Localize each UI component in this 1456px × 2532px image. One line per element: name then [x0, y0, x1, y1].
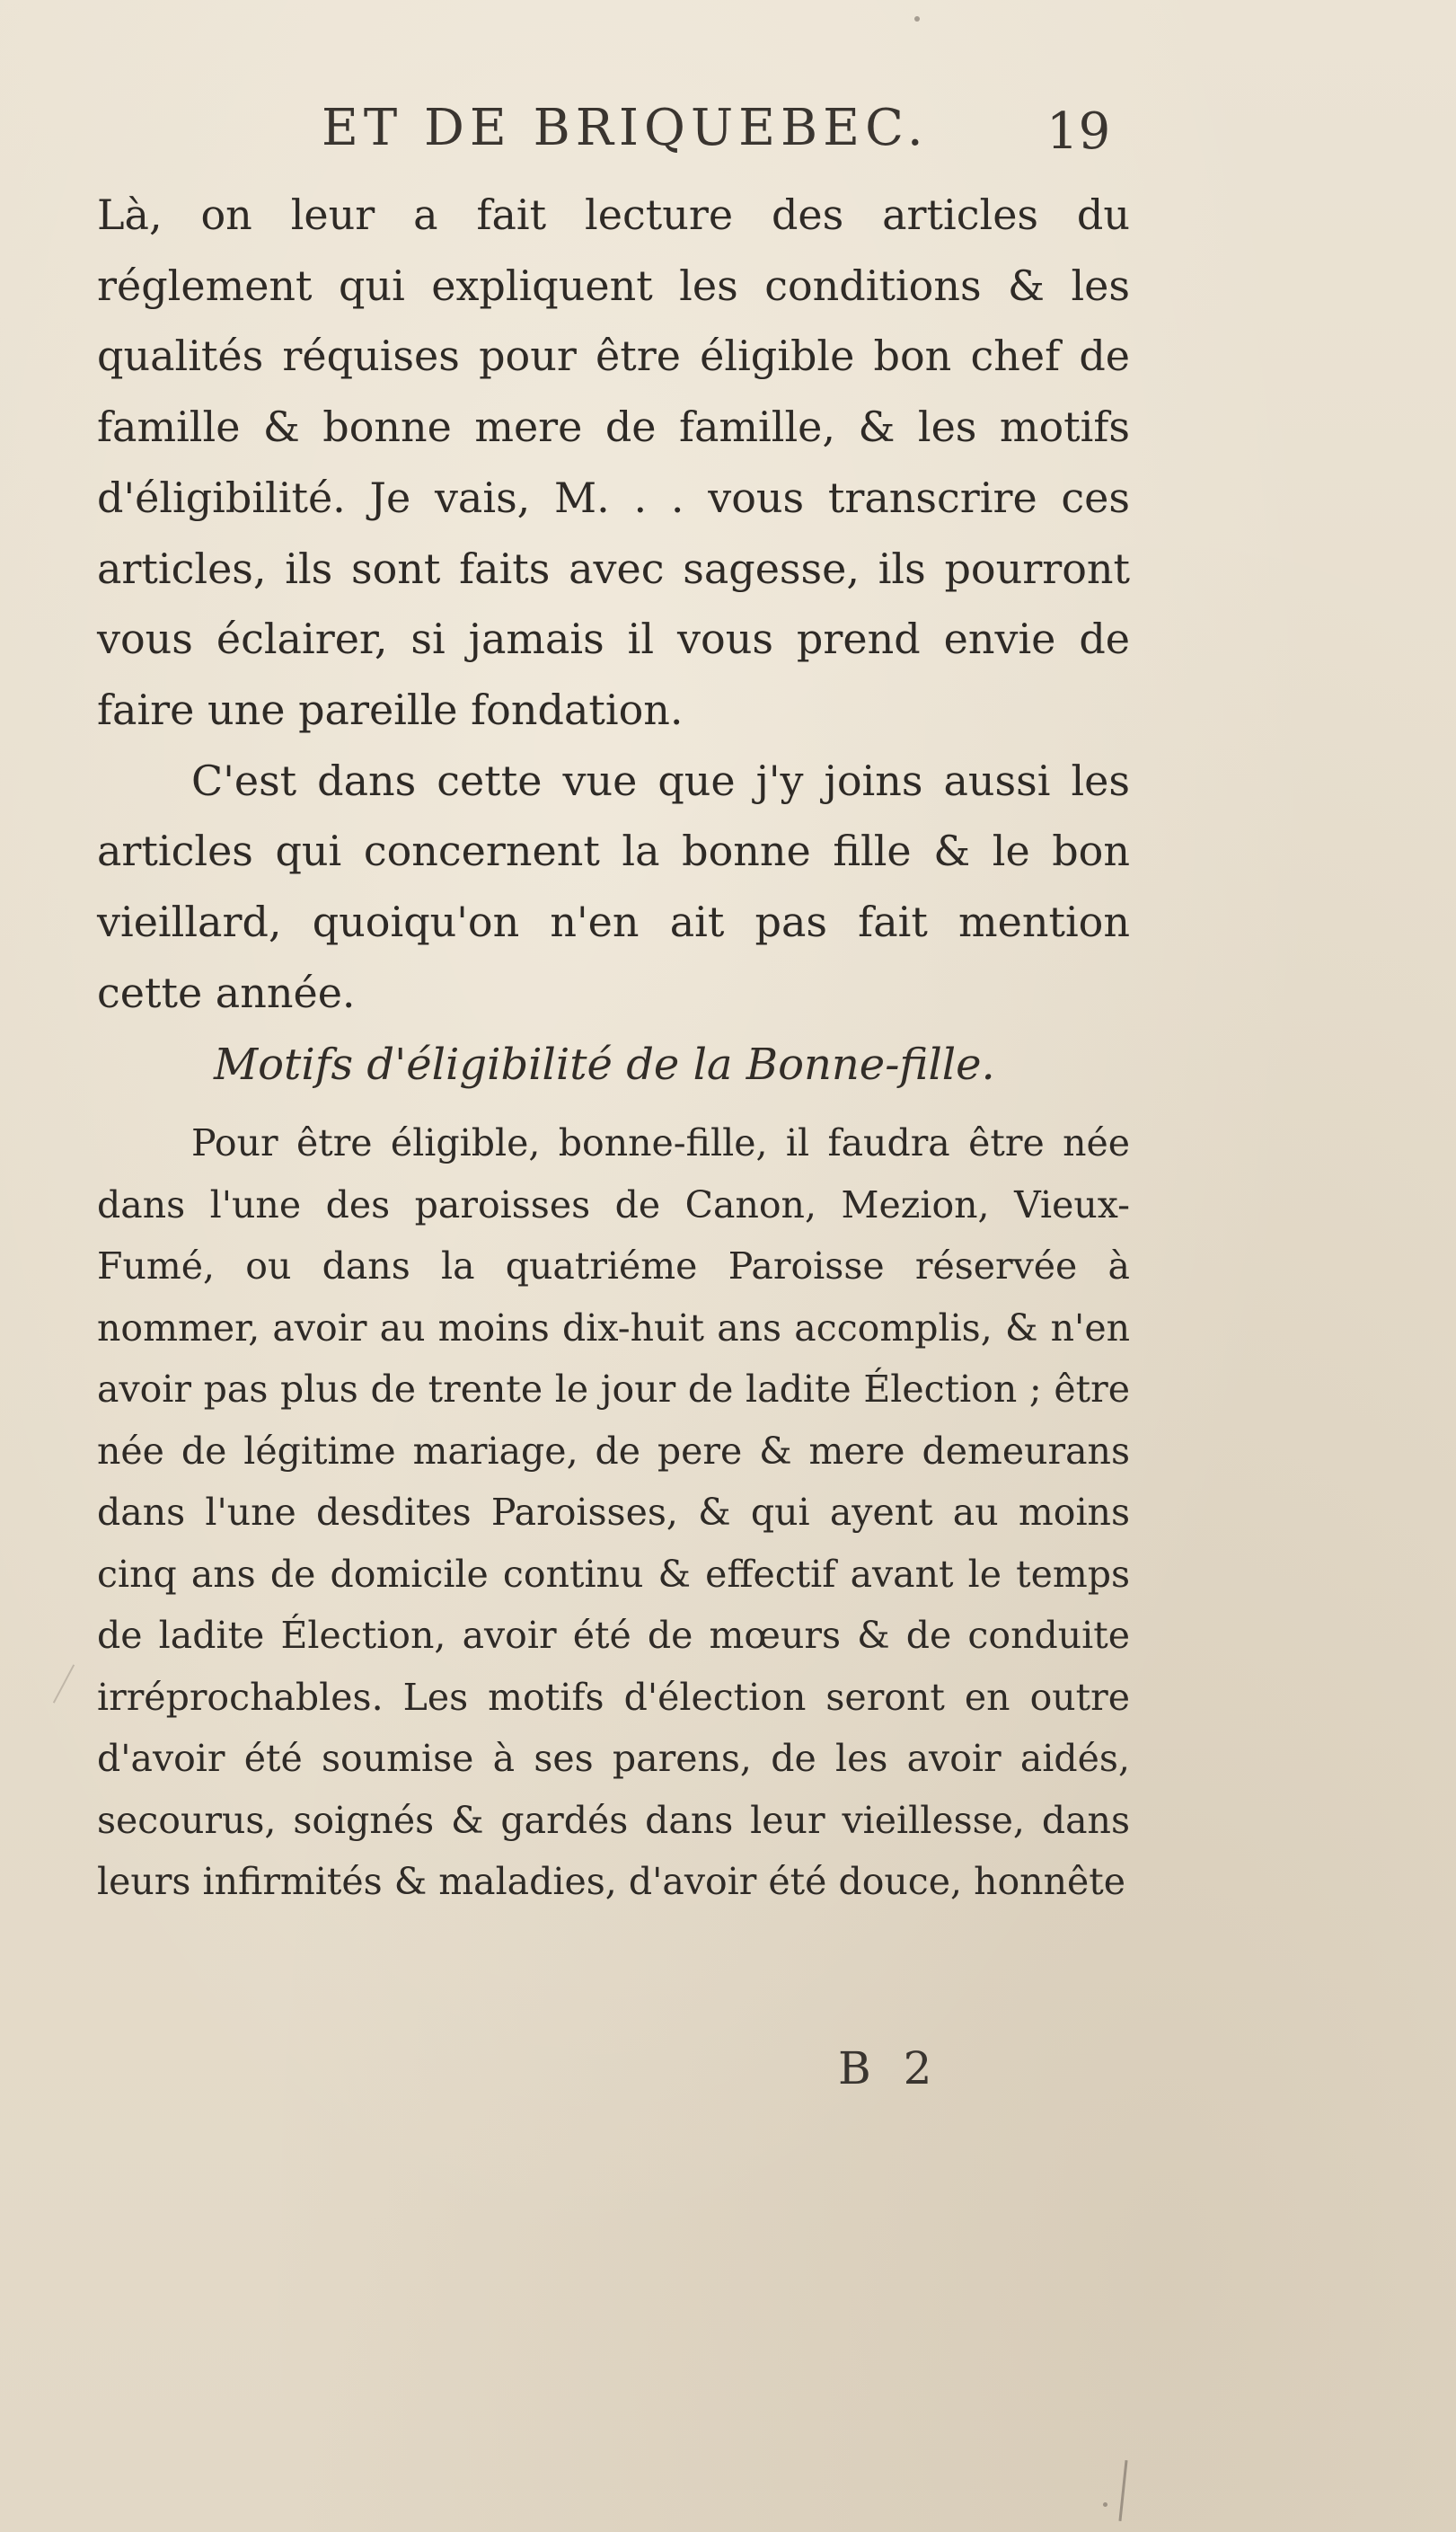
signature-mark: B 2: [838, 2042, 941, 2094]
text-block: [97, 99, 1130, 1913]
pencil-stroke: [1118, 2460, 1127, 2521]
ink-speck: [914, 16, 920, 22]
running-head: [97, 99, 1130, 180]
page-number: 19: [1046, 102, 1111, 161]
margin-scratch: [53, 1664, 75, 1703]
section-body: Pour être éligible, bonne-fille, il faudra être née dans l'une des paroisses de Canon, Mezion, Vieux-Fumé, ou dans la quatriéme Paroisse réservée à nommer, avoir au moins dix-huit ans accomplis, & n'en avoir pas plus de trente le jour de ladite Élection ; être née de légitime mariage, de pere & mere demeurans dans l'une desdites Paroisses, & qui ayent au moins cinq ans de domicile continu & effectif avant le temps de ladite Élection, avoir été de mœurs & de conduite irréprochables. Les motifs d'élection seront en outre d'avoir été soumise à ses parens, de les avoir aidés, secourus, soignés & gardés dans leur vieillesse, dans leurs infirmités & maladies, d'avoir été douce, honnête: [97, 1121, 1130, 1904]
running-title: ET DE BRIQUEBEC.: [322, 99, 929, 157]
section-heading: Motifs d'éligibilité de la Bonne-fille.: [214, 1040, 995, 1091]
paragraph-1: Là, on leur a fait lecture des articles du réglement qui expliquent les conditions & les qualités réquises pour être éligible bon chef de famille & bonne mere de famille, & les motifs d'éligibilité. Je vais, M. . . vous transcrire ces articles, ils sont faits avec sagesse, ils pourront vous éclairer, si jamais il vous prend envie de faire une pareille fondation.: [97, 190, 1130, 734]
paragraph-2: C'est dans cette vue que j'y joins aussi les articles qui concernent la bonne fille & le bon vieillard, quoiqu'on n'en ait pas fait mention cette année.: [97, 756, 1130, 1017]
pencil-dot: [1103, 2502, 1107, 2507]
